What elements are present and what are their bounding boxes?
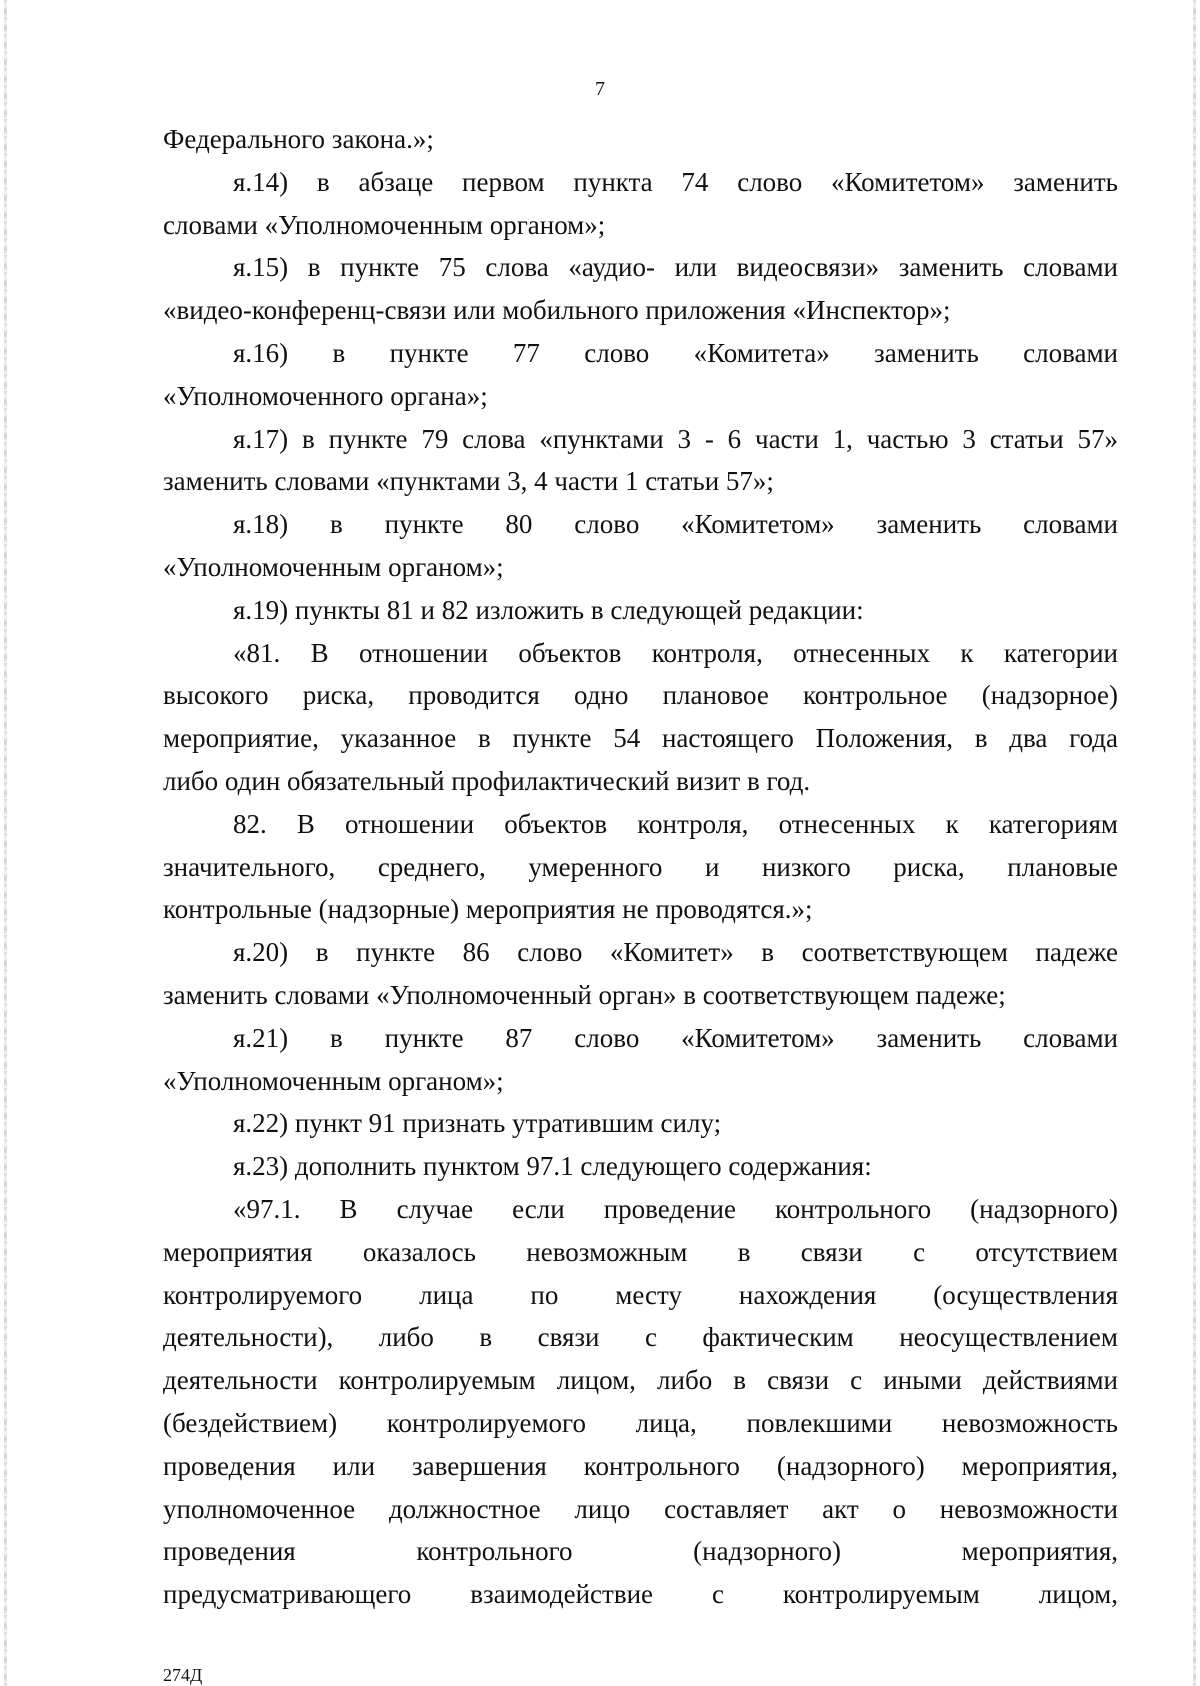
text-line: мероприятие, указанное в пункте 54 настоящего Положения, в два года [163, 723, 1118, 754]
text-line: я.17) в пункте 79 слова «пунктами 3 - 6 части 1, частью 3 статьи 57» [233, 423, 1118, 454]
text-line: контрольные (надзорные) мероприятия не проводятся.»; [163, 894, 813, 925]
text-line: я.16) в пункте 77 слово «Комитета» заменить словами [233, 337, 1118, 368]
text-line: заменить словами «пунктами 3, 4 части 1 статьи 57»; [163, 466, 774, 497]
text-line: я.15) в пункте 75 слова «аудио- или видеосвязи» заменить словами [233, 252, 1118, 283]
scan-edge-right [1193, 0, 1196, 1686]
text-line: 82. В отношении объектов контроля, отнесенных к категориям [233, 808, 1118, 839]
text-line: «Уполномоченным органом»; [163, 551, 504, 582]
text-line: деятельности контролируемым лицом, либо в связи с иными действиями [163, 1365, 1118, 1396]
document-code: 274Д [163, 1665, 203, 1685]
text-line: «Уполномоченного органа»; [163, 380, 488, 411]
text-line: высокого риска, проводится одно плановое контрольное (надзорное) [163, 680, 1118, 711]
text-line: я.14) в абзаце первом пункта 74 слово «Комитетом» заменить [233, 166, 1118, 197]
text-line: проведения или завершения контрольного (надзорного) мероприятия, [163, 1450, 1118, 1481]
text-line: я.23) дополнить пунктом 97.1 следующего содержания: [233, 1151, 872, 1182]
text-line: либо один обязательный профилактический визит в год. [163, 765, 811, 796]
text-line: словами «Уполномоченным органом»; [163, 209, 606, 240]
text-line: проведения контрольного (надзорного) мероприятия, [163, 1536, 1118, 1567]
text-line: значительного, среднего, умеренного и низкого риска, плановые [163, 851, 1118, 882]
page-number: 7 [595, 78, 605, 100]
text-line: (бездействием) контролируемого лица, повлекшими невозможность [163, 1407, 1118, 1438]
text-line: «видео-конференц-связи или мобильного приложения «Инспектор»; [163, 295, 951, 326]
document-body [163, 118, 1118, 1616]
text-line: «81. В отношении объектов контроля, отнесенных к категории [233, 637, 1118, 668]
text-line: заменить словами «Уполномоченный орган» в соответствующем падеже; [163, 979, 1006, 1010]
text-line: я.20) в пункте 86 слово «Комитет» в соответствующем падеже [233, 937, 1118, 968]
text-line: я.18) в пункте 80 слово «Комитетом» заменить словами [233, 509, 1118, 540]
text-line: деятельности), либо в связи с фактическим неосуществлением [163, 1322, 1118, 1353]
text-line: «97.1. В случае если проведение контрольного (надзорного) [233, 1193, 1118, 1224]
text-line: Федерального закона.»; [163, 124, 434, 154]
text-line: «Уполномоченным органом»; [163, 1065, 504, 1096]
text-line: я.21) в пункте 87 слово «Комитетом» заменить словами [233, 1022, 1118, 1053]
text-line: уполномоченное должностное лицо составляет акт о невозможности [163, 1493, 1118, 1524]
text-line: я.22) пункт 91 признать утратившим силу; [233, 1108, 722, 1139]
text-line: контролируемого лица по месту нахождения (осуществления [163, 1279, 1118, 1310]
text-line: я.19) пункты 81 и 82 изложить в следующей редакции: [233, 594, 864, 625]
scan-edge-left [4, 0, 7, 1686]
text-line: предусматривающего взаимодействие с контролируемым лицом, [163, 1579, 1118, 1610]
text-line: мероприятия оказалось невозможным в связи с отсутствием [163, 1236, 1118, 1267]
